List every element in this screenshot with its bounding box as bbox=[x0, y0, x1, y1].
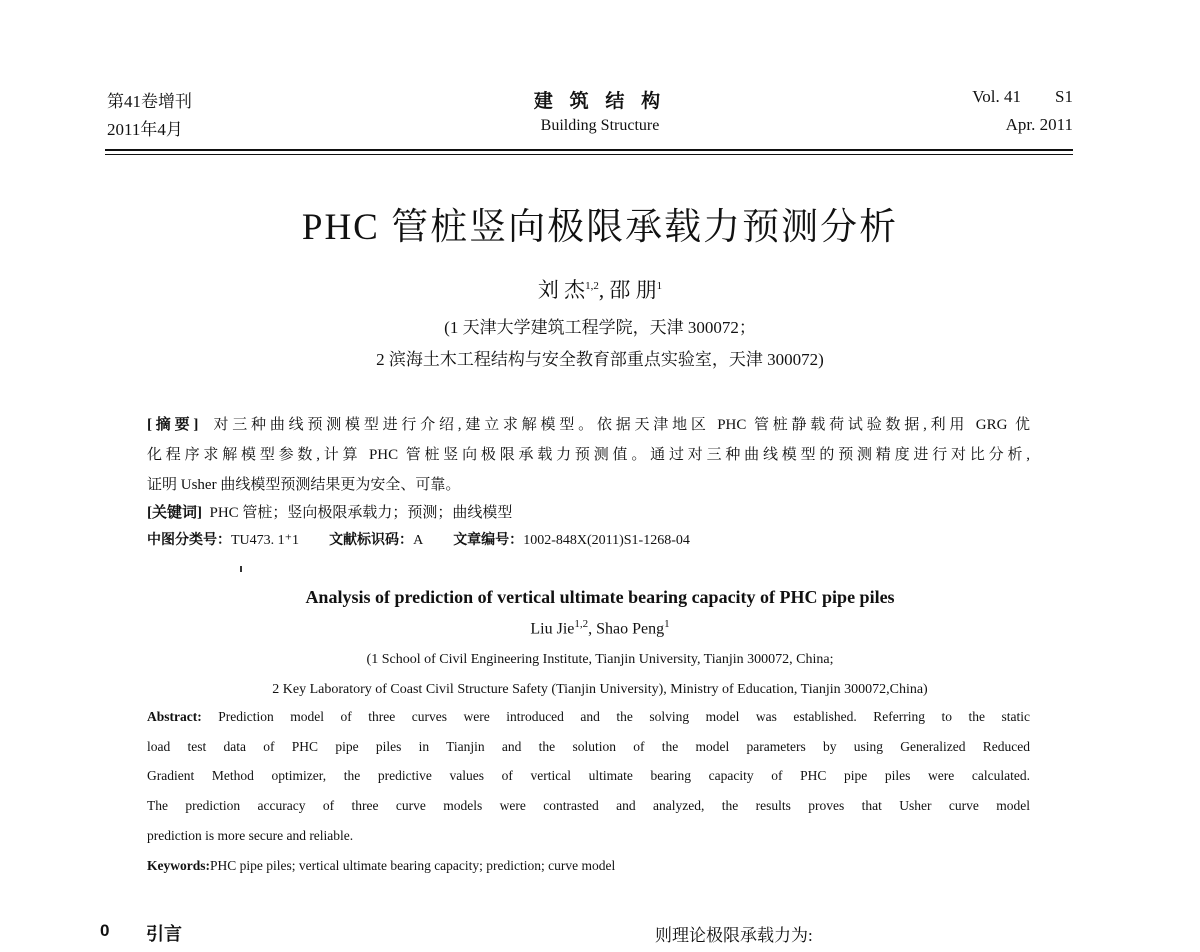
author-name: Liu Jie bbox=[530, 620, 575, 638]
keywords-en bbox=[147, 858, 1030, 874]
keywords-en-label: Keywords: bbox=[147, 858, 210, 873]
title-en: Analysis of prediction of vertical ultimate bearing capacity of PHC pipe piles bbox=[305, 587, 895, 607]
header-date-cn: 2011年4月 bbox=[107, 120, 183, 139]
clc-value: TU473. 1⁺1 bbox=[231, 533, 300, 548]
article-no-label: 文章编号： bbox=[453, 533, 524, 548]
abstract-en-text: Gradient Method optimizer, the predictive values of vertical ultimate bearing capacity of PHC pipe piles were calculated. bbox=[147, 768, 1030, 783]
author-separator: , bbox=[598, 278, 610, 302]
page-title: PHC 管桩竖向极限承载力预测分析 bbox=[301, 207, 899, 248]
abstract-en-line bbox=[147, 739, 1030, 761]
keywords-en-text: PHC pipe piles; vertical ultimate bearing capacity; prediction; curve model bbox=[210, 858, 616, 873]
header-rule-thin bbox=[105, 154, 1073, 155]
authors-en bbox=[0, 618, 1200, 638]
article-no-value: 1002-848X(2011)S1-1268-04 bbox=[523, 533, 690, 548]
scan-mark bbox=[240, 566, 242, 572]
affiliation-en-1: (1 School of Civil Engineering Institute, Tianjin University, Tianjin 300072, China; bbox=[366, 652, 834, 667]
keywords-cn-text: PHC 管桩；竖向极限承载力；预测；曲线模型 bbox=[209, 505, 513, 521]
author-affiliation-mark: 1 bbox=[656, 280, 663, 292]
doc-code-value: A bbox=[413, 533, 424, 548]
abstract-en-line bbox=[147, 828, 1030, 844]
abstract-en-text: load test data of PHC pipe piles in Tianjin and the solution of the model parameters by using Generalized Reduced bbox=[147, 739, 1030, 754]
abstract-en-text: Prediction model of three curves were introduced and the solving model was established. Referring to the static bbox=[218, 709, 1030, 724]
abstract-cn-text: 证明 Usher 曲线模型预测结果更为安全、可靠。 bbox=[147, 477, 461, 493]
author-name: Shao Peng bbox=[596, 620, 665, 638]
abstract-cn-line bbox=[147, 443, 1030, 465]
affiliation-cn-2: 2 滨海土木工程结构与安全教育部重点实验室，天津 300072) bbox=[376, 350, 824, 369]
header-journal-cn: 建 筑 结 构 bbox=[533, 91, 667, 112]
header-issue: S1 bbox=[1055, 87, 1073, 106]
header-volume-cn: 第41卷增刊 bbox=[107, 92, 192, 111]
author-name: 邵 朋 bbox=[609, 278, 657, 302]
header-volume-en bbox=[972, 87, 1073, 107]
abstract-cn-line bbox=[147, 413, 1030, 435]
abstract-cn-line bbox=[147, 473, 1030, 494]
abstract-cn-text: 对三种曲线预测模型进行介绍,建立求解模型。依据天津地区 PHC 管桩静载荷试验数据,利用 GRG 优 bbox=[213, 417, 1030, 433]
header-rule-thick bbox=[105, 149, 1073, 151]
header-volume-number: Vol. 41 bbox=[972, 87, 1022, 106]
header-date-en: Apr. 2011 bbox=[1005, 115, 1073, 134]
keywords-cn-label: [关键词] bbox=[147, 505, 202, 521]
right-column-text: 则理论极限承载力为: bbox=[655, 926, 813, 945]
abstract-en-text: The prediction accuracy of three curve models were contrasted and analyzed, the results proves that Usher curve model bbox=[147, 798, 1030, 813]
author-separator: , bbox=[588, 620, 597, 638]
header-journal-en: Building Structure bbox=[540, 117, 660, 134]
abstract-en-line bbox=[147, 798, 1030, 820]
classification-line bbox=[147, 529, 1030, 549]
author-name: 刘 杰 bbox=[537, 278, 586, 302]
authors-cn bbox=[0, 274, 1200, 304]
section-title: 引言 bbox=[146, 924, 182, 944]
section-number: 0 bbox=[100, 921, 110, 940]
author-affiliation-mark: 1 bbox=[664, 618, 670, 630]
keywords-cn bbox=[147, 501, 1030, 522]
author-affiliation-mark: 1,2 bbox=[574, 618, 589, 630]
abstract-cn-label: [摘要] bbox=[147, 417, 199, 433]
abstract-en-label: Abstract: bbox=[147, 709, 202, 724]
affiliation-en-2: 2 Key Laboratory of Coast Civil Structure Safety (Tianjin University), Ministry of Education, Tianjin 300072,China) bbox=[272, 682, 928, 697]
affiliation-cn-1: (1 天津大学建筑工程学院，天津 300072； bbox=[444, 318, 756, 337]
clc-label: 中图分类号： bbox=[147, 533, 231, 548]
abstract-cn-text: 化程序求解模型参数,计算 PHC 管桩竖向极限承载力预测值。通过对三种曲线模型的预测精度进行对比分析, bbox=[147, 447, 1030, 463]
abstract-en-line bbox=[147, 768, 1030, 790]
abstract-en-text: prediction is more secure and reliable. bbox=[147, 828, 354, 843]
author-affiliation-mark: 1,2 bbox=[585, 280, 599, 292]
abstract-en-line bbox=[147, 709, 1030, 731]
doc-code-label: 文献标识码： bbox=[329, 533, 414, 548]
